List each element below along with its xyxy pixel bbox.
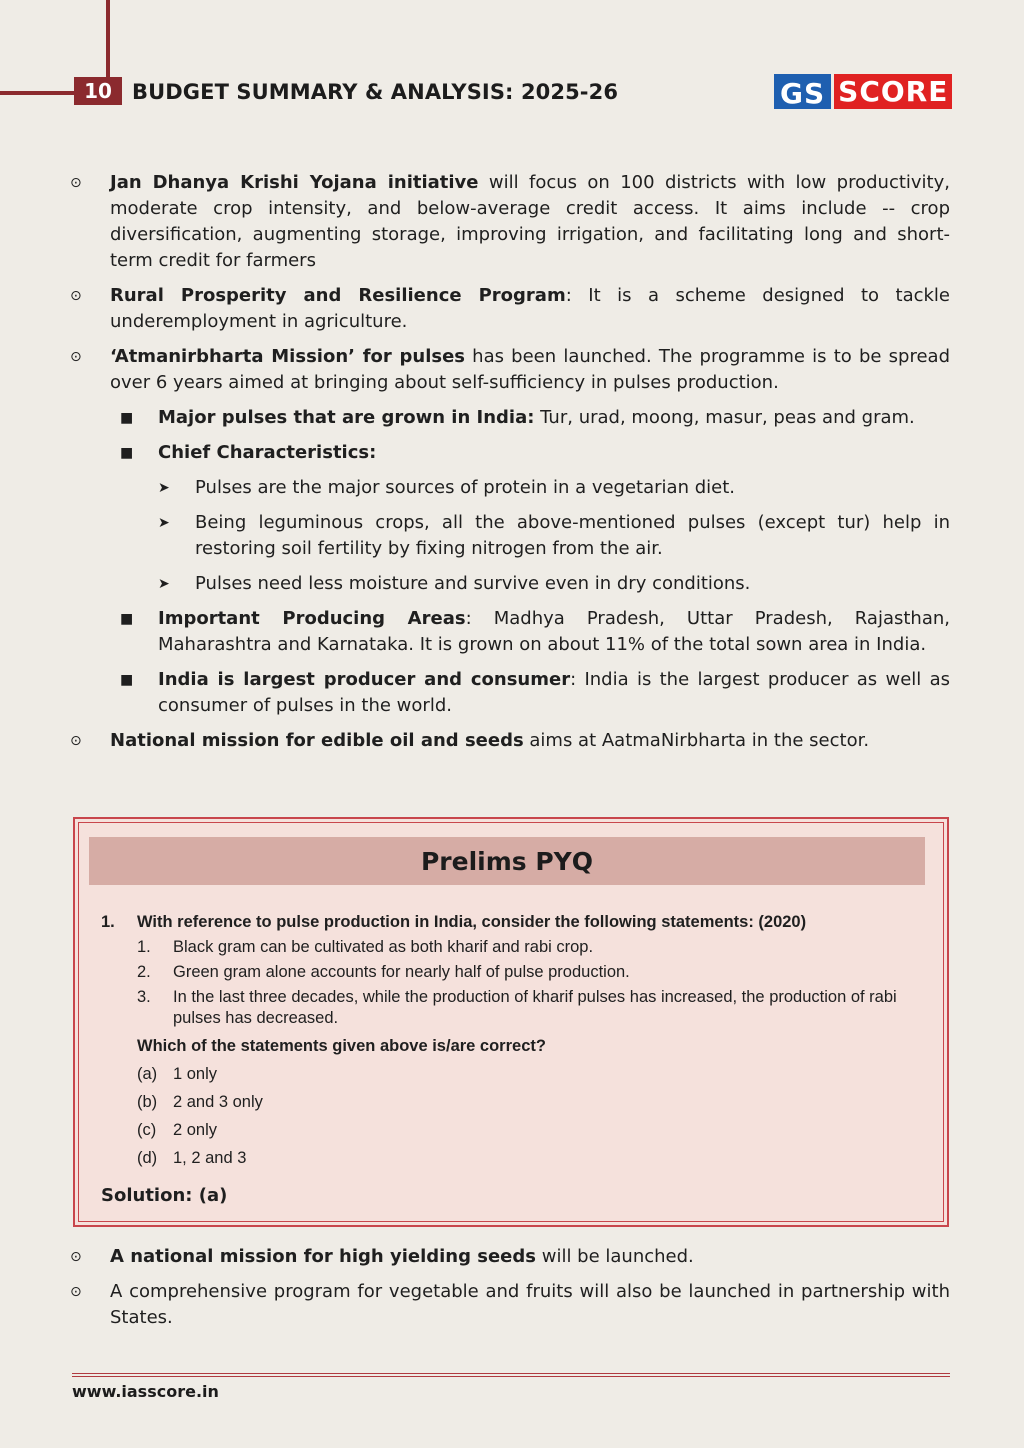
question-text: With reference to pulse production in India, consider the following statements: (2020): [137, 913, 807, 931]
bullet-item: [70, 1279, 950, 1331]
bullet-bold-text: A national mission for high yielding seeds: [110, 1246, 536, 1267]
prelims-pyq-box: [73, 817, 949, 1227]
sub-bullet-item: [70, 440, 950, 466]
bullet-text: A comprehensive program for vegetable and fruits will also be launched in partnership with States.: [110, 1281, 950, 1328]
circle-dot-bullet-icon: ⊙: [70, 1249, 82, 1265]
decorative-vertical-line: [106, 0, 110, 84]
bullet-text: aims at AatmaNirbharta in the sector.: [523, 730, 870, 751]
bullet-text: : It is a scheme designed to tackle underemployment in agriculture.: [110, 285, 951, 332]
bullet-item: [70, 344, 950, 396]
option-item: [101, 1091, 931, 1113]
statement-item: [101, 962, 931, 983]
option-key: (b): [137, 1093, 158, 1111]
sub-bullet-item: [70, 606, 950, 658]
logo-score-part: SCORE: [834, 74, 952, 109]
decorative-horizontal-line: [0, 91, 74, 95]
statement-number: 2.: [137, 963, 151, 981]
pyq-heading: Prelims PYQ: [89, 837, 925, 885]
arrow-bullet-icon: ➤: [158, 480, 170, 496]
statement-text: In the last three decades, while the production of kharif pulses has increased, the production of rabi pulses has decreased.: [173, 988, 897, 1027]
main-content-continued: [70, 1244, 950, 1340]
sub-bullet-text: Tur, urad, moong, masur, peas and gram.: [534, 407, 915, 428]
circle-dot-bullet-icon: ⊙: [70, 288, 82, 304]
statement-item: [101, 937, 931, 958]
option-key: (a): [137, 1065, 158, 1083]
bullet-bold-text: ‘Atmanirbharta Mission’ for pulses: [110, 346, 465, 367]
arrow-bullet-icon: ➤: [158, 576, 170, 592]
footer-divider: [72, 1373, 950, 1374]
question-prompt: Which of the statements given above is/are correct?: [137, 1037, 546, 1055]
square-bullet-icon: ■: [120, 611, 134, 627]
option-text: 1 only: [173, 1065, 218, 1083]
page-number: 10: [74, 77, 122, 105]
sub-bullet-bold-text: India is largest producer and consumer: [158, 669, 571, 690]
option-item: [101, 1147, 931, 1169]
main-content: [70, 170, 950, 763]
circle-dot-bullet-icon: ⊙: [70, 175, 82, 191]
square-bullet-icon: ■: [120, 672, 134, 688]
bullet-text: will focus on 100 districts with low productivity, moderate crop intensity, and below-average credit access. It aims include -- crop diversification, augmenting storage, improving irrigation, and facilitating long and short-term credit for farmers: [110, 172, 950, 271]
footer-website-link[interactable]: www.iasscore.in: [72, 1382, 219, 1401]
footer-divider: [72, 1376, 950, 1377]
bullet-item: [70, 728, 950, 754]
gs-score-logo: [774, 74, 952, 109]
statement-number: 1.: [137, 938, 151, 956]
statement-text: Green gram alone accounts for nearly half of pulse production.: [173, 963, 630, 981]
square-bullet-icon: ■: [120, 410, 134, 426]
question: [101, 911, 931, 933]
statement-item: [101, 987, 931, 1029]
circle-dot-bullet-icon: ⊙: [70, 733, 82, 749]
sub-bullet-text: : India is the largest producer as well as consumer of pulses in the world.: [158, 669, 950, 716]
sub-bullet-item: [70, 405, 950, 431]
circle-dot-bullet-icon: ⊙: [70, 1284, 82, 1300]
question-number: 1.: [101, 913, 115, 931]
sub-sub-bullet-item: [70, 475, 950, 501]
option-text: 2 and 3 only: [173, 1093, 263, 1111]
square-bullet-icon: ■: [120, 445, 134, 461]
sub-bullet-bold-text: Chief Characteristics:: [158, 442, 377, 463]
bullet-bold-text: National mission for edible oil and seeds: [110, 730, 524, 751]
arrow-bullet-icon: ➤: [158, 515, 170, 531]
sub-sub-bullet-text: Pulses need less moisture and survive even in dry conditions.: [195, 573, 751, 594]
bullet-text: will be launched.: [536, 1246, 694, 1267]
sub-bullet-bold-text: Important Producing Areas: [158, 608, 466, 629]
sub-sub-bullet-item: [70, 571, 950, 597]
bullet-bold-text: Jan Dhanya Krishi Yojana initiative: [110, 172, 479, 193]
bullet-item: [70, 170, 950, 274]
statement-text: Black gram can be cultivated as both kharif and rabi crop.: [173, 938, 594, 956]
sub-sub-bullet-text: Pulses are the major sources of protein in a vegetarian diet.: [195, 477, 735, 498]
sub-bullet-text: : Madhya Pradesh, Uttar Pradesh, Rajasthan, Maharashtra and Karnataka. It is grown on about 11% of the total sown area in India.: [158, 608, 950, 655]
option-item: [101, 1119, 931, 1141]
option-text: 1, 2 and 3: [173, 1149, 247, 1167]
sub-sub-bullet-item: [70, 510, 950, 562]
bullet-item: [70, 283, 950, 335]
sub-bullet-item: [70, 667, 950, 719]
option-key: (c): [137, 1121, 157, 1139]
circle-dot-bullet-icon: ⊙: [70, 349, 82, 365]
solution-text: Solution: (a): [101, 1185, 228, 1206]
option-item: [101, 1063, 931, 1085]
bullet-bold-text: Rural Prosperity and Resilience Program: [110, 285, 566, 306]
pyq-question-block: [101, 911, 931, 1169]
logo-gs-part: GS: [774, 74, 831, 109]
statement-number: 3.: [137, 988, 151, 1006]
bullet-item: [70, 1244, 950, 1270]
sub-bullet-bold-text: Major pulses that are grown in India:: [158, 407, 535, 428]
page-header-title: BUDGET SUMMARY & ANALYSIS: 2025-26: [132, 80, 619, 104]
sub-sub-bullet-text: Being leguminous crops, all the above-mentioned pulses (except tur) help in restoring soil fertility by fixing nitrogen from the air.: [195, 512, 950, 559]
option-key: (d): [137, 1149, 158, 1167]
bullet-text: has been launched. The programme is to be spread over 6 years aimed at bringing about self-sufficiency in pulses production.: [110, 346, 950, 393]
option-text: 2 only: [173, 1121, 218, 1139]
